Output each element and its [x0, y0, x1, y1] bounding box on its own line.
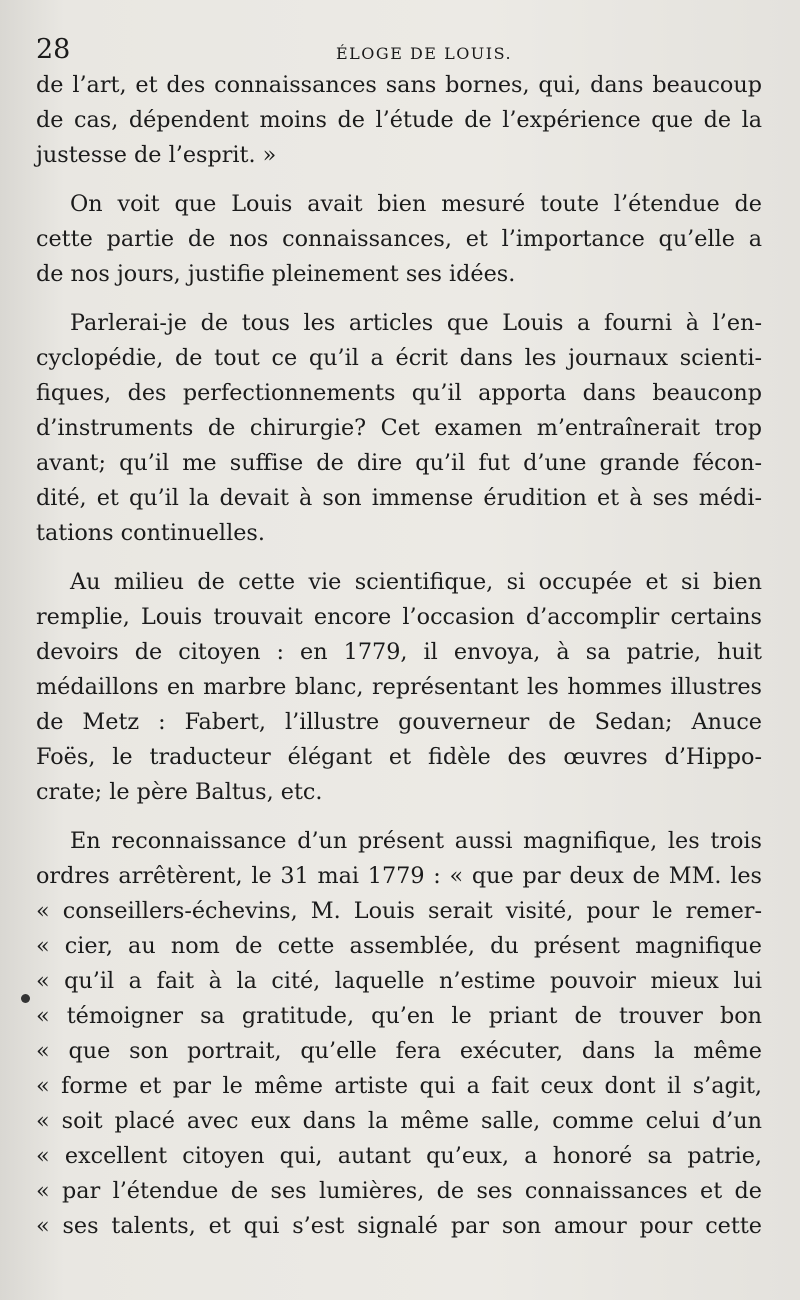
- text-line: de cas, dépendent moins de l’étude de l’expérience que de la: [36, 107, 762, 133]
- text-line: cyclopédie, de tout ce qu’il a écrit dans les journaux scienti-: [36, 345, 762, 371]
- text-line: devoirs de citoyen : en 1779, il envoya, à sa patrie, huit: [36, 639, 762, 665]
- text-line: de Metz : Fabert, l’illustre gouverneur de Sedan; Anuce: [36, 709, 762, 735]
- page-header: [36, 26, 762, 68]
- text-line: de nos jours, justifie pleinement ses idées.: [36, 261, 516, 287]
- text-line: cette partie de nos connaissances, et l’importance qu’elle a: [36, 226, 762, 252]
- text-line: dité, et qu’il la devait à son immense érudition et à ses médi-: [36, 485, 762, 511]
- paragraph-2: [36, 187, 762, 292]
- text-line: d’instruments de chirurgie? Cet examen m’entraînerait trop: [36, 415, 762, 441]
- text-line: « ses talents, et qui s’est signalé par son amour pour cette: [36, 1213, 762, 1239]
- text-line: crate; le père Baltus, etc.: [36, 779, 323, 805]
- text-line: justesse de l’esprit. »: [36, 142, 277, 168]
- paragraph-4: [36, 565, 762, 810]
- text-line: médaillons en marbre blanc, représentant les hommes illustres: [36, 674, 762, 700]
- text-line: « témoigner sa gratitude, qu’en le priant de trouver bon: [36, 1003, 762, 1029]
- paragraph-3: [36, 306, 762, 551]
- text-line: avant; qu’il me suffise de dire qu’il fut d’une grande fécon-: [36, 450, 762, 476]
- text-line: « que son portrait, qu’elle fera exécuter, dans la même: [36, 1038, 762, 1064]
- text-line: « forme et par le même artiste qui a fait ceux dont il s’agit,: [36, 1073, 762, 1099]
- text-line: ordres arrêtèrent, le 31 mai 1779 : « que par deux de MM. les: [36, 863, 762, 889]
- text-line: On voit que Louis avait bien mesuré toute l’étendue de: [70, 191, 762, 217]
- text-line: En reconnaissance d’un présent aussi magnifique, les trois: [70, 828, 762, 854]
- text-line: « par l’étendue de ses lumières, de ses connaissances et de: [36, 1178, 762, 1204]
- text-line: « qu’il a fait à la cité, laquelle n’estime pouvoir mieux lui: [36, 968, 762, 994]
- text-line: tations continuelles.: [36, 520, 265, 546]
- text-line: « cier, au nom de cette assemblée, du présent magnifique: [36, 933, 762, 959]
- text-line: Foës, le traducteur élégant et fidèle des œuvres d’Hippo-: [36, 744, 762, 770]
- text-line: remplie, Louis trouvait encore l’occasion d’accomplir certains: [36, 604, 762, 630]
- text-line: Au milieu de cette vie scientifique, si occupée et si bien: [70, 569, 762, 595]
- text-line: « soit placé avec eux dans la même salle, comme celui d’un: [36, 1108, 762, 1134]
- text-line: « conseillers-échevins, M. Louis serait visité, pour le remer-: [36, 898, 762, 924]
- running-title: ÉLOGE DE LOUIS.: [336, 44, 513, 63]
- margin-mark: [21, 994, 30, 1003]
- text-line: Parlerai-je de tous les articles que Louis a fourni à l’en-: [70, 310, 762, 336]
- text-line: « excellent citoyen qui, autant qu’eux, a honoré sa patrie,: [36, 1143, 762, 1169]
- text-line: fiques, des perfectionnements qu’il apporta dans beauconp: [36, 380, 762, 406]
- paragraph-5: [36, 824, 762, 1244]
- text-line: de l’art, et des connaissances sans bornes, qui, dans beaucoup: [36, 72, 762, 98]
- page-number: 28: [36, 34, 71, 65]
- paragraph-1: [36, 68, 762, 173]
